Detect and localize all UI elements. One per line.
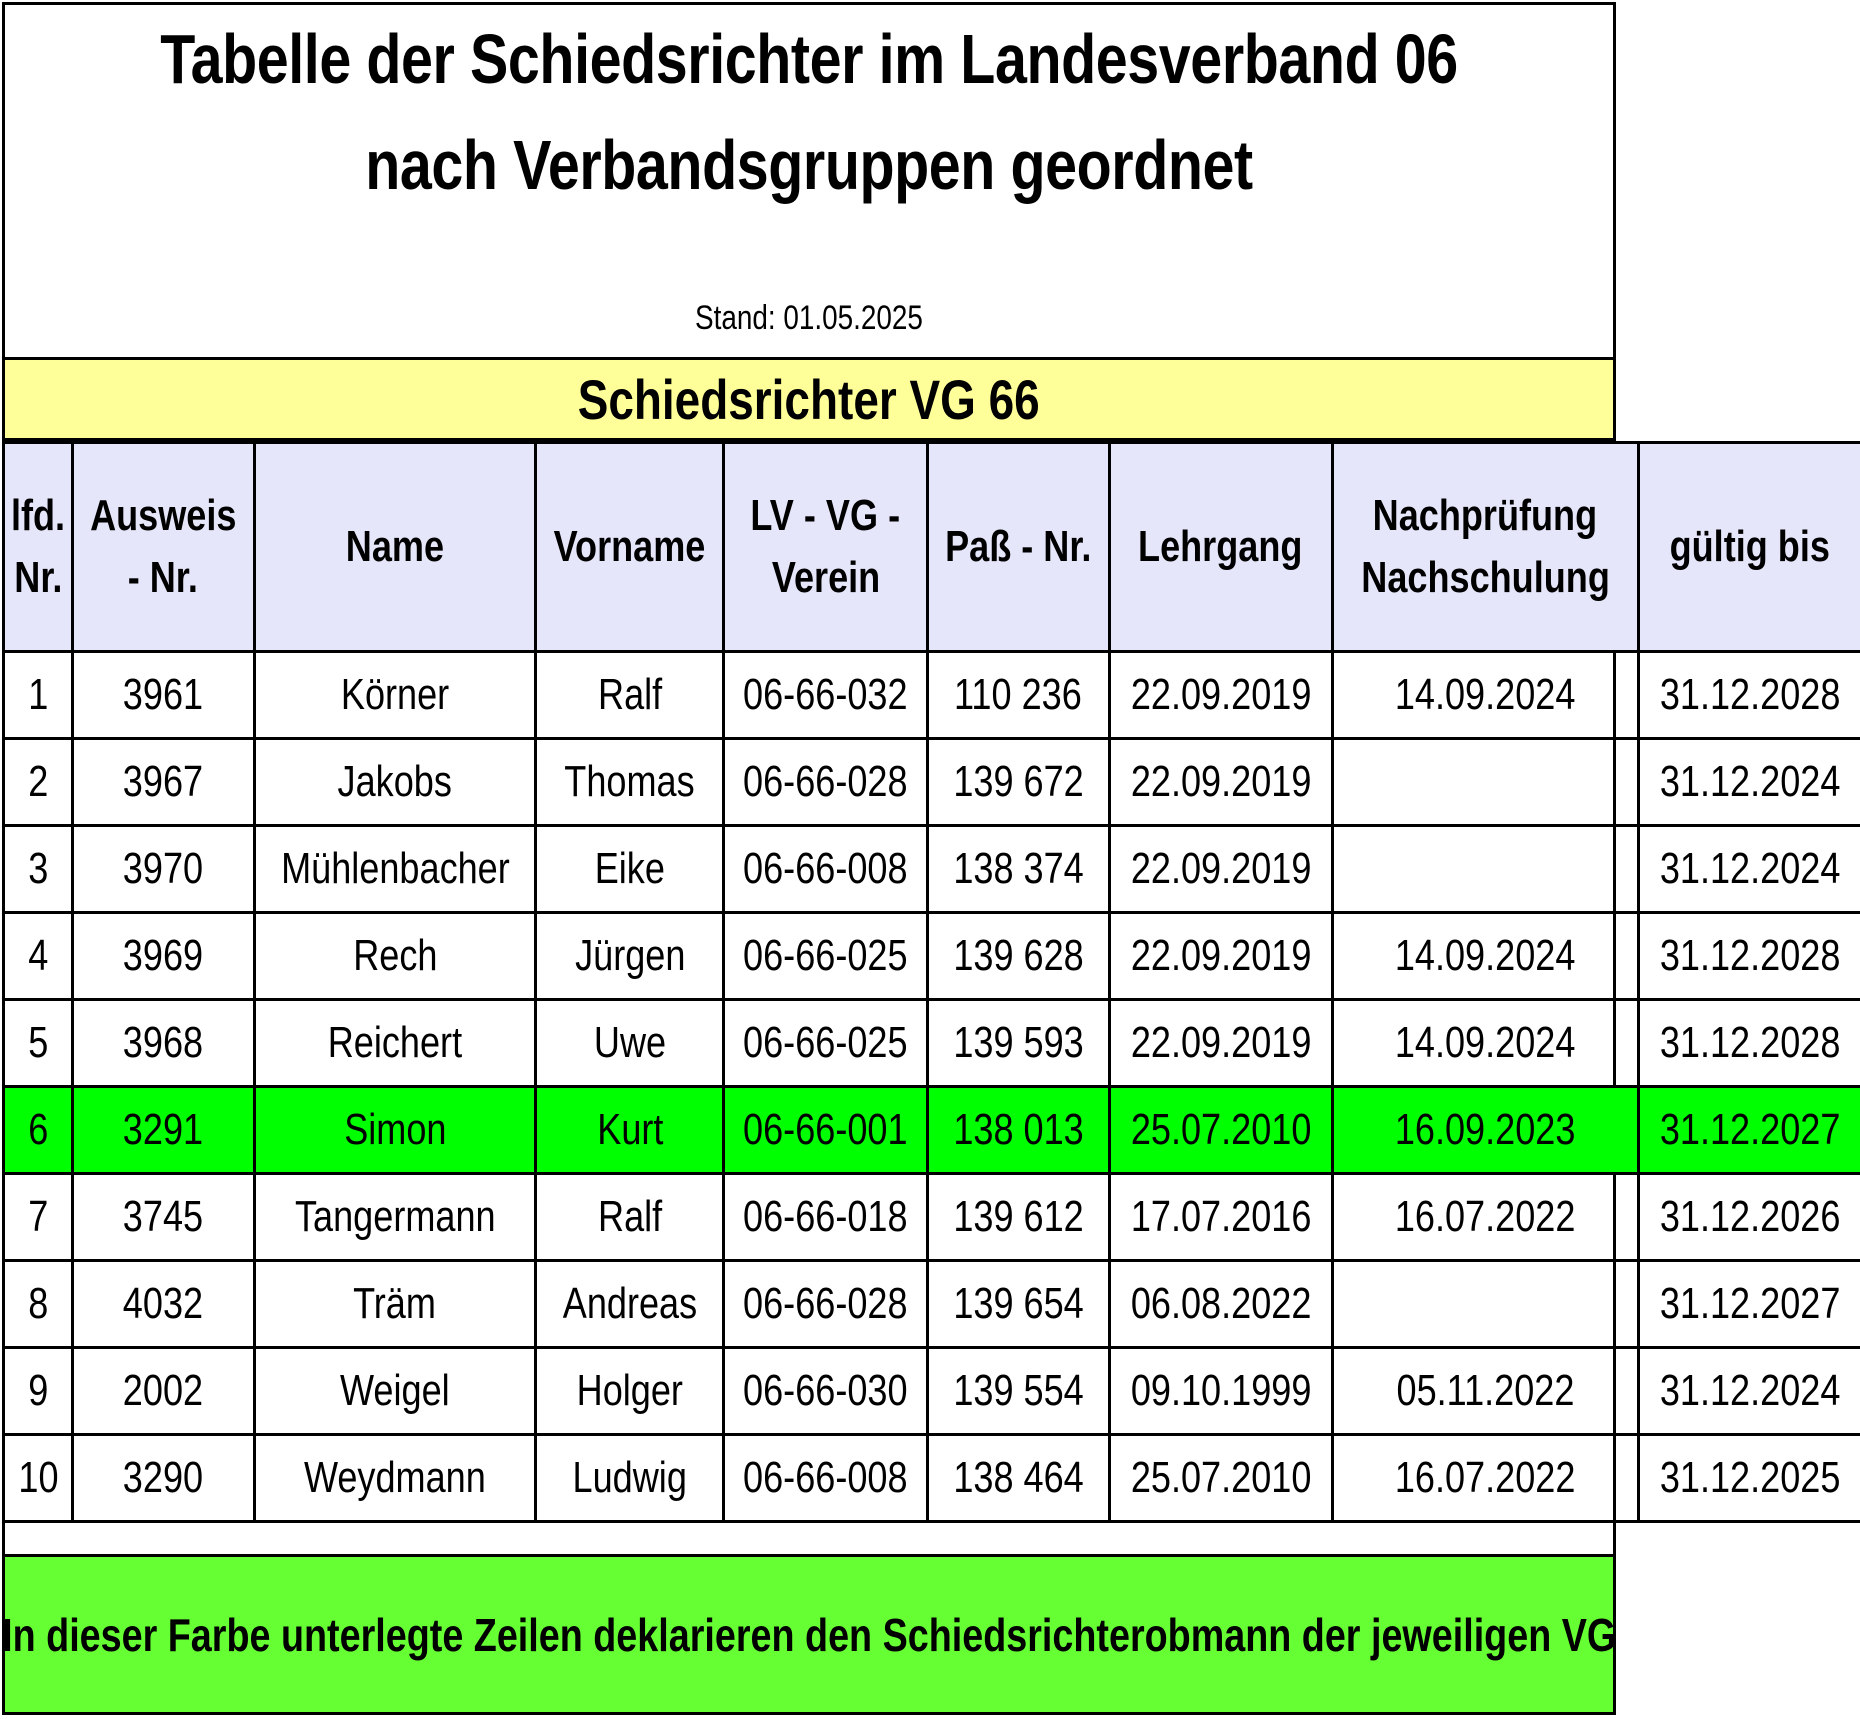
cell-name: Simon [254, 1087, 536, 1174]
column-header-nachpruefung [1332, 443, 1638, 652]
cell-lfd-nr: 4 [5, 913, 72, 1000]
cell-nachpruefung [1332, 826, 1638, 913]
table-row [5, 1261, 1860, 1348]
column-header-lfd-nr [5, 443, 72, 652]
section-header [5, 357, 1613, 441]
column-header-text: LV - VG - [750, 491, 901, 540]
cell-pass-nr: 138 464 [928, 1435, 1110, 1522]
cell-lfd-nr: 10 [5, 1435, 72, 1522]
title-area [5, 5, 1613, 357]
cell-lv-vg-verein: 06-66-028 [724, 1261, 928, 1348]
column-header-text: gültig bis [1669, 522, 1831, 571]
table-row [5, 652, 1860, 739]
cell-vorname: Thomas [536, 739, 724, 826]
cell-lv-vg-verein: 06-66-025 [724, 913, 928, 1000]
cell-gueltig-bis: 31.12.2028 [1638, 652, 1860, 739]
cell-vorname: Ludwig [536, 1435, 724, 1522]
cell-lfd-nr: 2 [5, 739, 72, 826]
cell-lehrgang: 06.08.2022 [1109, 1261, 1332, 1348]
cell-name: Rech [254, 913, 536, 1000]
legend-note [1, 1554, 1617, 1712]
cell-lv-vg-verein: 06-66-018 [724, 1174, 928, 1261]
cell-lv-vg-verein: 06-66-025 [724, 1000, 928, 1087]
cell-ausweis-nr: 3290 [72, 1435, 254, 1522]
cell-pass-nr: 139 612 [928, 1174, 1110, 1261]
column-header-text: Nachprüfung [1373, 491, 1598, 540]
cell-name: Weigel [254, 1348, 536, 1435]
cell-name: Mühlenbacher [254, 826, 536, 913]
cell-lfd-nr: 5 [5, 1000, 72, 1087]
cell-ausweis-nr: 3970 [72, 826, 254, 913]
cell-gueltig-bis: 31.12.2024 [1638, 739, 1860, 826]
table-row [5, 1174, 1860, 1261]
cell-lv-vg-verein: 06-66-030 [724, 1348, 928, 1435]
cell-pass-nr: 139 593 [928, 1000, 1110, 1087]
cell-gueltig-bis: 31.12.2028 [1638, 913, 1860, 1000]
cell-lv-vg-verein: 06-66-008 [724, 826, 928, 913]
section-title: Schiedsrichter VG 66 [578, 367, 1040, 431]
cell-gueltig-bis: 31.12.2026 [1638, 1174, 1860, 1261]
column-header-text: Vorname [554, 522, 706, 571]
cell-ausweis-nr: 3291 [72, 1087, 254, 1174]
cell-vorname: Ralf [536, 1174, 724, 1261]
cell-vorname: Kurt [536, 1087, 724, 1174]
cell-ausweis-nr: 3969 [72, 913, 254, 1000]
cell-vorname: Eike [536, 826, 724, 913]
table-row [5, 739, 1860, 826]
cell-vorname: Jürgen [536, 913, 724, 1000]
table-row [5, 913, 1860, 1000]
cell-name: Weydmann [254, 1435, 536, 1522]
table-row [5, 1348, 1860, 1435]
referee-sheet [1, 2, 1841, 1715]
column-header-pass-nr [928, 443, 1110, 652]
cell-gueltig-bis: 31.12.2028 [1638, 1000, 1860, 1087]
cell-nachpruefung: 14.09.2024 [1332, 652, 1638, 739]
column-header-name [254, 443, 536, 652]
cell-lfd-nr: 1 [5, 652, 72, 739]
cell-ausweis-nr: 3968 [72, 1000, 254, 1087]
cell-ausweis-nr: 2002 [72, 1348, 254, 1435]
cell-gueltig-bis: 31.12.2025 [1638, 1435, 1860, 1522]
cell-pass-nr: 139 672 [928, 739, 1110, 826]
table-row [5, 1000, 1860, 1087]
cell-nachpruefung: 16.09.2023 [1332, 1087, 1638, 1174]
cell-name: Jakobs [254, 739, 536, 826]
cell-lehrgang: 25.07.2010 [1109, 1087, 1332, 1174]
cell-lv-vg-verein: 06-66-008 [724, 1435, 928, 1522]
cell-vorname: Andreas [536, 1261, 724, 1348]
column-header-vorname [536, 443, 724, 652]
cell-lfd-nr: 6 [5, 1087, 72, 1174]
cell-lehrgang: 17.07.2016 [1109, 1174, 1332, 1261]
cell-ausweis-nr: 3967 [72, 739, 254, 826]
cell-nachpruefung: 14.09.2024 [1332, 913, 1638, 1000]
cell-lfd-nr: 9 [5, 1348, 72, 1435]
cell-pass-nr: 138 374 [928, 826, 1110, 913]
table-body [5, 652, 1860, 1522]
stand-date: Stand: 01.05.2025 [695, 299, 923, 337]
column-header-text: Ausweis [90, 491, 237, 540]
column-header-text: Name [345, 522, 445, 571]
cell-lehrgang: 22.09.2019 [1109, 652, 1332, 739]
column-header-text: Lehrgang [1138, 522, 1303, 571]
page-subtitle: nach Verbandsgruppen geordnet [365, 126, 1253, 204]
cell-lfd-nr: 8 [5, 1261, 72, 1348]
cell-vorname: Holger [536, 1348, 724, 1435]
column-header-text: lfd. [10, 491, 66, 540]
cell-gueltig-bis: 31.12.2024 [1638, 826, 1860, 913]
cell-lv-vg-verein: 06-66-032 [724, 652, 928, 739]
cell-vorname: Uwe [536, 1000, 724, 1087]
cell-nachpruefung: 16.07.2022 [1332, 1435, 1638, 1522]
cell-pass-nr: 110 236 [928, 652, 1110, 739]
cell-gueltig-bis: 31.12.2024 [1638, 1348, 1860, 1435]
cell-nachpruefung: 16.07.2022 [1332, 1174, 1638, 1261]
cell-ausweis-nr: 4032 [72, 1261, 254, 1348]
column-header-lv-vg-verein [724, 443, 928, 652]
cell-lehrgang: 22.09.2019 [1109, 913, 1332, 1000]
page-title: Tabelle der Schiedsrichter im Landesverband 06 [160, 20, 1458, 98]
cell-name: Körner [254, 652, 536, 739]
cell-lfd-nr: 3 [5, 826, 72, 913]
cell-nachpruefung [1332, 739, 1638, 826]
cell-lehrgang: 25.07.2010 [1109, 1435, 1332, 1522]
cell-ausweis-nr: 3745 [72, 1174, 254, 1261]
cell-pass-nr: 139 654 [928, 1261, 1110, 1348]
column-header-text: - Nr. [128, 553, 199, 602]
column-header-ausweis-nr [72, 443, 254, 652]
cell-vorname: Ralf [536, 652, 724, 739]
cell-lehrgang: 22.09.2019 [1109, 739, 1332, 826]
cell-pass-nr: 139 628 [928, 913, 1110, 1000]
cell-nachpruefung: 05.11.2022 [1332, 1348, 1638, 1435]
cell-lehrgang: 22.09.2019 [1109, 826, 1332, 913]
cell-lfd-nr: 7 [5, 1174, 72, 1261]
cell-lehrgang: 09.10.1999 [1109, 1348, 1332, 1435]
cell-gueltig-bis: 31.12.2027 [1638, 1087, 1860, 1174]
table-row [5, 1435, 1860, 1522]
cell-name: Reichert [254, 1000, 536, 1087]
cell-lv-vg-verein: 06-66-001 [724, 1087, 928, 1174]
table-row [5, 826, 1860, 913]
cell-nachpruefung: 14.09.2024 [1332, 1000, 1638, 1087]
column-header-lehrgang [1109, 443, 1332, 652]
column-header-gueltig-bis [1638, 443, 1860, 652]
column-header-text: Nr. [13, 553, 63, 602]
referee-table [5, 441, 1860, 1523]
table-row [5, 1087, 1860, 1174]
cell-gueltig-bis: 31.12.2027 [1638, 1261, 1860, 1348]
cell-name: Träm [254, 1261, 536, 1348]
cell-nachpruefung [1332, 1261, 1638, 1348]
cell-pass-nr: 139 554 [928, 1348, 1110, 1435]
column-header-text: Nachschulung [1361, 553, 1610, 602]
legend-note-text: In dieser Farbe unterlegte Zeilen deklarieren den Schiedsrichterobmann der jeweiligen VG [1, 1608, 1617, 1661]
cell-name: Tangermann [254, 1174, 536, 1261]
table-header-row [5, 443, 1860, 652]
cell-ausweis-nr: 3961 [72, 652, 254, 739]
cell-pass-nr: 138 013 [928, 1087, 1110, 1174]
column-header-text: Verein [771, 553, 880, 602]
column-header-text: Paß - Nr. [945, 522, 1092, 571]
cell-lv-vg-verein: 06-66-028 [724, 739, 928, 826]
cell-lehrgang: 22.09.2019 [1109, 1000, 1332, 1087]
